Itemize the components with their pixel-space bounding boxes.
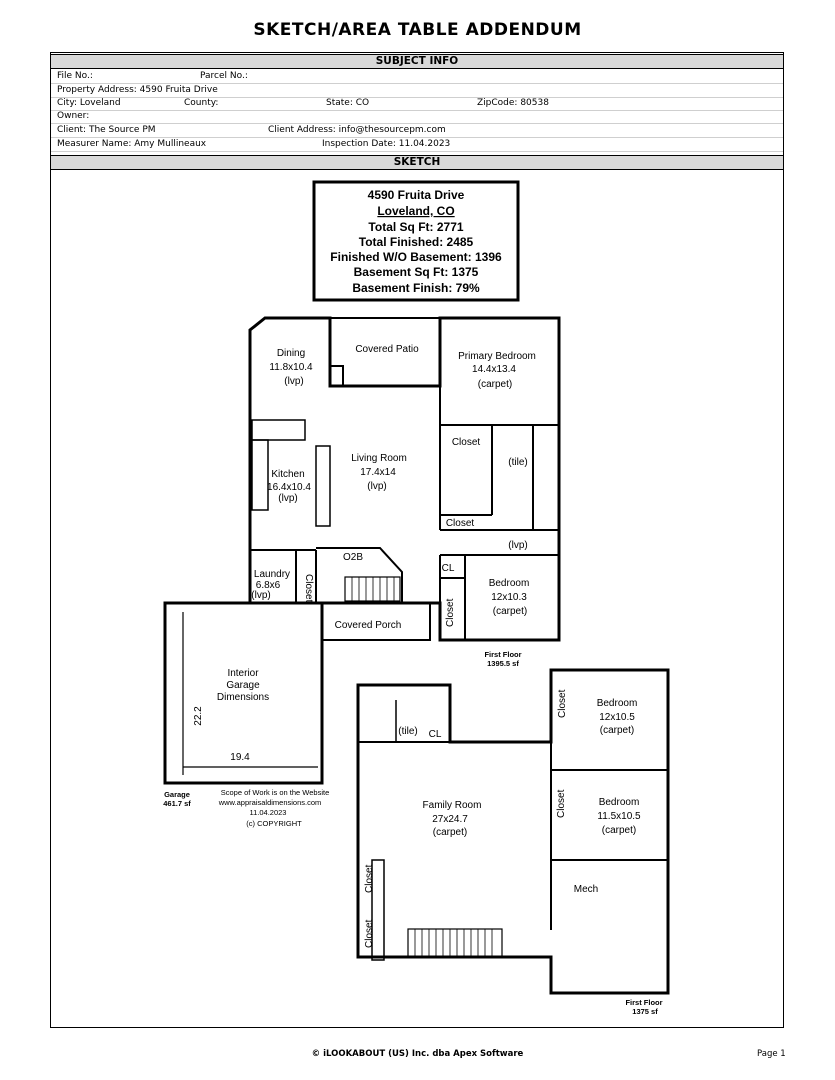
basement-bedroom1-dims: 12x10.5 [599,712,635,723]
summary-city: Loveland, CO [377,204,455,218]
summary-basement-finish: Basement Finish: 79% [352,281,480,295]
kitchen-dims: 16.4x10.4 [267,482,311,493]
closet-bedroom-label: Closet [445,598,456,627]
basement-closet2-label: Closet [556,789,567,818]
footer-copyright: © iLOOKABOUT (US) Inc. dba Apex Software [311,1049,524,1059]
laundry-floor: (lvp) [251,590,271,601]
basement-closet3-label: Closet [364,864,375,893]
basement-bedroom2-label: Bedroom [598,797,640,808]
basement-floor-label: First Floor [625,998,663,1007]
dining-label: Dining [276,348,306,359]
basement-closet1-label: Closet [557,689,568,718]
zipcode: ZipCode: 80538 [477,98,549,108]
cl-label: CL [441,563,455,574]
bedroom-label: Bedroom [488,578,530,589]
basement-bedroom2-dims: 11.5x10.5 [597,811,641,822]
property-address: Property Address: 4590 Fruita Drive [57,85,218,95]
garage-dim-horizontal: 19.4 [230,752,250,763]
laundry-label: Laundry [253,569,291,580]
summary-total-sqft: Total Sq Ft: 2771 [368,220,464,234]
client-address: Client Address: info@thesourcepm.com [268,125,446,135]
basement-bedroom1-floor: (carpet) [599,725,635,736]
mech-label: Mech [573,884,599,895]
o2b-label: O2B [342,552,364,563]
client: Client: The Source PM [57,125,156,135]
closet-bottom-label: Closet [445,518,475,529]
note-scope: Scope of Work is on the Website [220,788,330,797]
family-room-floor: (carpet) [432,827,468,838]
bedroom-floor: (carpet) [492,606,528,617]
parcel-no: Parcel No.: [200,71,248,81]
dining-dims: 11.8x10.4 [269,362,313,373]
note-copyright: (c) COPYRIGHT [246,819,302,828]
sketch-header: SKETCH [50,155,784,170]
living-room-label: Living Room [351,453,407,464]
tile-primary-label: (tile) [508,457,528,468]
state: State: CO [326,98,370,108]
garage-label-1: Interior [227,668,259,679]
garage-dim-vertical: 22.2 [193,706,204,726]
county: County: [184,98,219,108]
summary-finished-wo-basement: Finished W/O Basement: 1396 [330,250,502,264]
covered-porch-label: Covered Porch [334,620,402,631]
summary-total-finished: Total Finished: 2485 [358,235,474,249]
garage-label-3: Dimensions [216,692,270,703]
owner: Owner: [57,111,90,121]
covered-patio-label: Covered Patio [355,344,419,355]
basement-bedroom2-floor: (carpet) [601,825,637,836]
living-room-floor: (lvp) [367,481,387,492]
garage-area-value: 461.7 sf [163,799,191,808]
primary-bedroom-dims: 14.4x13.4 [472,364,516,375]
first-floor-label: First Floor [484,650,522,659]
basement-tile-label: (tile) [398,726,418,737]
laundry-dims: 6.8x6 [255,580,281,591]
primary-bedroom-label: Primary Bedroom [458,351,536,362]
page-title: SKETCH/AREA TABLE ADDENDUM [253,20,582,40]
garage-area-label: Garage [164,790,190,799]
basement-floor-area: 1375 sf [632,1007,658,1016]
family-room-label: Family Room [422,800,482,811]
note-date: 11.04.2023 [249,808,287,817]
family-room-dims: 27x24.7 [432,814,468,825]
first-floor-area: 1395.5 sf [487,659,519,668]
city: City: Loveland [57,98,121,108]
dining-floor: (lvp) [284,376,304,387]
garage-label-2: Garage [226,680,260,691]
living-room-dims: 17.4x14 [360,467,396,478]
closet-laundry-label: Closet [303,574,314,603]
subject-info-header: SUBJECT INFO [50,54,784,69]
kitchen-floor: (lvp) [278,493,298,504]
basement-bedroom1-label: Bedroom [596,698,638,709]
bath-floor-label: (lvp) [508,540,528,551]
basement-cl-label: CL [428,729,442,740]
page-number: Page 1 [757,1049,786,1059]
measurer-name: Measurer Name: Amy Mullineaux [57,139,207,149]
inspection-date: Inspection Date: 11.04.2023 [322,139,451,149]
kitchen-label: Kitchen [271,469,305,480]
summary-address: 4590 Fruita Drive [367,188,465,202]
file-no: File No.: [57,71,93,81]
primary-bedroom-floor: (carpet) [477,379,513,390]
summary-basement-sqft: Basement Sq Ft: 1375 [353,265,479,279]
note-website: www.appraisaldimensions.com [218,798,322,807]
basement-closet4-label: Closet [364,919,375,948]
bedroom-dims: 12x10.3 [491,592,527,603]
closet-primary-label: Closet [451,437,481,448]
